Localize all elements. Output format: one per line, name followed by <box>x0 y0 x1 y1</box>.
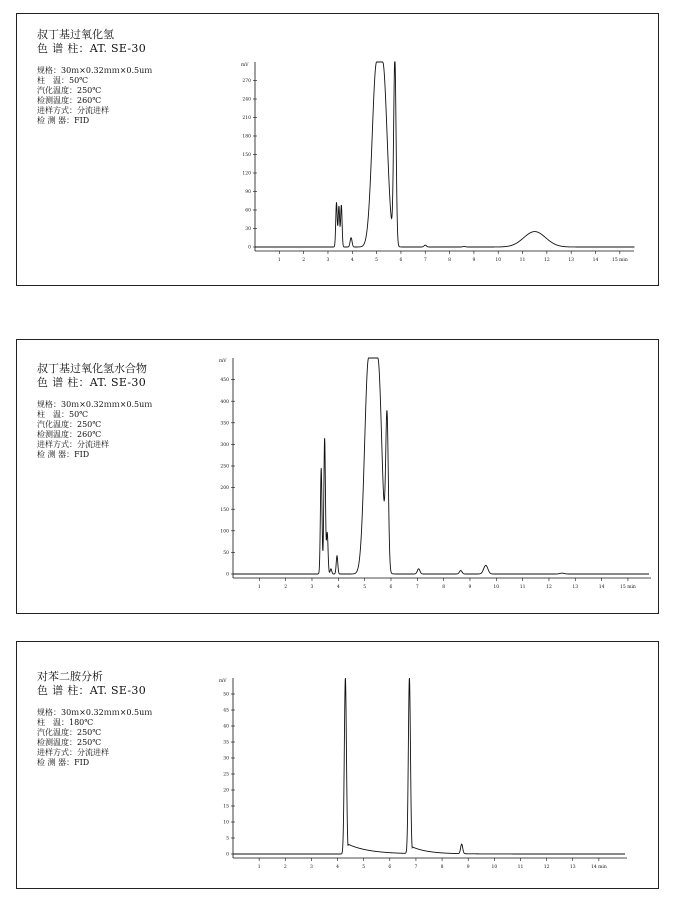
param-injection-mode: 进样方式：分流进样 <box>37 440 109 449</box>
y-tick-label: 30 <box>223 756 229 762</box>
x-tick-label: 14 <box>598 585 605 590</box>
method-info-3 <box>37 670 152 768</box>
param-spec: 规格：30ｍ×0.32ｍｍ×0.5uｍ <box>37 708 153 717</box>
y-axis-label: mV <box>219 359 227 364</box>
y-tick-label: 35 <box>223 740 229 746</box>
x-tick-label: 4 <box>336 865 339 870</box>
y-tick-label: 60 <box>245 208 251 214</box>
chromatogram-panel-3 <box>16 641 659 889</box>
x-tick-label: 5 <box>363 585 367 590</box>
y-axis-label: mV <box>219 679 227 684</box>
method-info-1 <box>37 28 152 126</box>
param-column-temp: 柱 温：50℃ <box>37 76 89 85</box>
x-tick-label: 8 <box>448 258 452 263</box>
param-vaporization-temp: 汽化温度：250℃ <box>37 420 102 429</box>
x-tick-label: 11 <box>519 258 526 263</box>
chromatogram-chart-2 <box>215 358 655 603</box>
chromatogram-chart-1 <box>237 62 637 274</box>
x-tick-label: 13 <box>568 258 575 263</box>
x-tick-label: 11 <box>519 585 526 590</box>
sample-title: 叔丁基过氧化氢 <box>37 28 114 41</box>
x-tick-label: 9 <box>472 258 476 263</box>
y-tick-label: 90 <box>245 190 251 196</box>
x-tick-label: 9 <box>466 865 470 870</box>
y-tick-label: 450 <box>220 378 229 384</box>
x-tick-label: 3 <box>310 585 314 590</box>
y-tick-label: 400 <box>220 399 229 405</box>
param-vaporization-temp: 汽化温度：250℃ <box>37 86 102 95</box>
param-vaporization-temp: 汽化温度：250℃ <box>37 728 102 737</box>
x-tick-label: 6 <box>388 865 392 870</box>
x-tick-label: 6 <box>389 585 393 590</box>
y-tick-label: 200 <box>220 486 229 492</box>
x-tick-label: 13 <box>572 585 579 590</box>
x-tick-label: 3 <box>309 865 313 870</box>
param-detector: 检 测 器：FID <box>37 450 90 459</box>
x-tick-label: 1 <box>257 585 261 590</box>
x-tick-label: 3 <box>326 258 330 263</box>
method-params <box>37 708 152 768</box>
y-tick-label: 40 <box>223 724 229 730</box>
y-tick-label: 120 <box>242 171 251 177</box>
x-tick-label: 14 min <box>590 865 607 870</box>
chromatogram-trace <box>255 62 634 247</box>
y-tick-label: 45 <box>223 708 229 714</box>
param-detector: 检 测 器：FID <box>37 116 90 125</box>
y-tick-label: 100 <box>220 529 229 535</box>
y-tick-label: 0 <box>226 852 229 858</box>
x-tick-label: 7 <box>414 865 418 870</box>
param-detector-temp: 检测温度：250℃ <box>37 738 102 747</box>
y-tick-label: 250 <box>220 464 229 470</box>
param-injection-mode: 进样方式：分流进样 <box>37 748 109 757</box>
x-tick-label: 2 <box>302 258 306 263</box>
x-tick-label: 1 <box>257 865 261 870</box>
x-tick-label: 10 <box>491 865 498 870</box>
x-tick-label: 11 <box>517 865 524 870</box>
y-tick-label: 0 <box>248 245 251 251</box>
x-tick-label: 8 <box>442 585 446 590</box>
x-tick-label: 14 <box>592 258 599 263</box>
x-tick-label: 13 <box>569 865 576 870</box>
x-tick-label: 10 <box>495 258 502 263</box>
y-tick-label: 25 <box>223 772 229 778</box>
y-tick-label: 10 <box>223 820 229 826</box>
y-tick-label: 350 <box>220 421 229 427</box>
x-tick-label: 1 <box>277 258 281 263</box>
param-column-temp: 柱 温：180℃ <box>37 718 94 727</box>
y-tick-label: 15 <box>223 804 229 810</box>
y-tick-label: 30 <box>245 227 251 233</box>
y-tick-label: 0 <box>226 572 229 578</box>
sample-title: 对苯二胺分析 <box>37 670 103 683</box>
x-tick-label: 9 <box>468 585 472 590</box>
x-tick-label: 4 <box>350 258 354 263</box>
x-tick-label: 4 <box>336 585 340 590</box>
param-injection-mode: 进样方式：分流进样 <box>37 106 109 115</box>
x-tick-label: 6 <box>399 258 403 263</box>
x-tick-label: 12 <box>543 865 550 870</box>
y-tick-label: 150 <box>220 507 229 513</box>
method-params <box>37 66 152 126</box>
y-tick-label: 50 <box>223 692 229 698</box>
x-tick-label: 2 <box>284 585 288 590</box>
x-tick-label: 10 <box>493 585 500 590</box>
y-tick-label: 150 <box>242 153 251 159</box>
x-tick-label: 8 <box>440 865 444 870</box>
param-detector-temp: 检测温度：260℃ <box>37 430 102 439</box>
column-label: 色 谱 柱：AT. SE-30 <box>37 42 147 55</box>
y-tick-label: 300 <box>220 443 229 448</box>
method-params <box>37 400 152 460</box>
y-tick-label: 5 <box>226 836 229 842</box>
column-label: 色 谱 柱：AT. SE-30 <box>37 684 147 697</box>
x-tick-label: 5 <box>362 865 366 870</box>
y-tick-label: 50 <box>223 551 229 556</box>
chromatogram-panel-2 <box>16 339 659 614</box>
param-detector: 检 测 器：FID <box>37 758 90 767</box>
param-spec: 规格：30ｍ×0.32ｍｍ×0.5uｍ <box>37 400 153 409</box>
x-tick-label: 2 <box>283 865 287 870</box>
chromatogram-trace <box>233 678 625 854</box>
y-tick-label: 20 <box>223 788 229 794</box>
y-tick-label: 180 <box>242 134 251 140</box>
method-info-2 <box>37 362 152 460</box>
x-tick-label: 15 min <box>620 585 636 590</box>
column-label: 色 谱 柱：AT. SE-30 <box>37 376 147 389</box>
y-axis-label: mV <box>241 63 249 68</box>
param-spec: 规格：30ｍ×0.32ｍｍ×0.5uｍ <box>37 66 153 75</box>
x-tick-label: 12 <box>546 585 552 590</box>
x-tick-label: 15 min <box>611 258 628 263</box>
y-tick-label: 240 <box>242 97 251 103</box>
y-tick-label: 270 <box>242 79 251 85</box>
x-tick-label: 12 <box>544 258 550 263</box>
x-tick-label: 5 <box>375 258 379 263</box>
chromatogram-trace <box>233 358 649 574</box>
chromatogram-panel-1 <box>16 13 659 286</box>
y-tick-label: 210 <box>242 116 251 122</box>
sample-title: 叔丁基过氧化氢水合物 <box>37 362 147 375</box>
x-tick-label: 7 <box>423 258 427 263</box>
x-tick-label: 7 <box>415 585 419 590</box>
param-detector-temp: 检测温度：260℃ <box>37 96 102 105</box>
chromatogram-chart-3 <box>215 672 635 872</box>
param-column-temp: 柱 温：50℃ <box>37 410 89 419</box>
